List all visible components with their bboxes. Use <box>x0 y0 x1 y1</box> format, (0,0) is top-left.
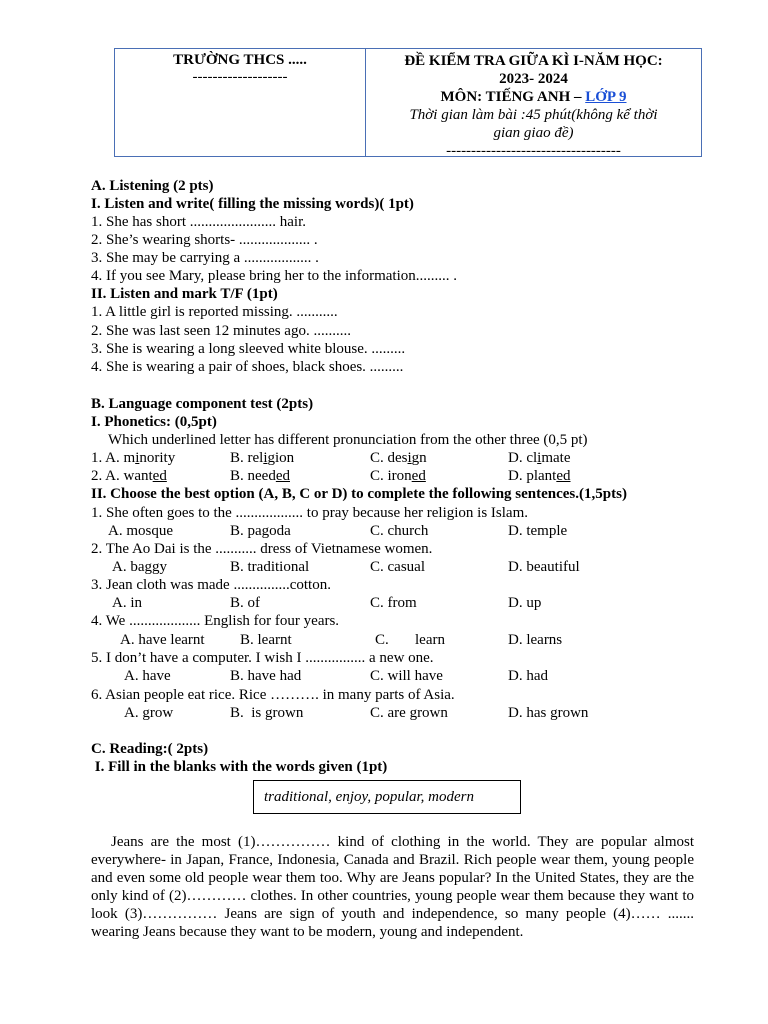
phonetics-option: D. climate <box>508 450 571 466</box>
exam-info-block <box>366 49 701 159</box>
tf-item: 4. She is wearing a pair of shoes, black shoes. ......... <box>91 359 404 375</box>
answer-option: B. traditional <box>230 559 310 575</box>
question-stem: 2. The Ao Dai is the ........... dress of Vietnamese women. <box>91 541 433 557</box>
section-b-title: B. Language component test (2pts) <box>91 396 314 412</box>
answer-option: B. pagoda <box>230 523 291 539</box>
listening-item: 2. She’s wearing shorts- ................... . <box>91 232 318 248</box>
answer-option: B. of <box>230 595 260 611</box>
listening-item: 4. If you see Mary, please bring her to the information......... . <box>91 268 458 284</box>
question-stem: 5. I don’t have a computer. I wish I ................ a new one. <box>91 650 434 666</box>
listening-item: 3. She may be carrying a .................. . <box>91 250 319 266</box>
listening-part2-title: II. Listen and mark T/F (1pt) <box>91 286 278 302</box>
time-line-2: gian giao đề) <box>493 125 574 141</box>
answer-option: A. baggy <box>112 559 167 575</box>
listening-part1-title: I. Listen and write( filling the missing words)( 1pt) <box>91 196 414 212</box>
word-bank-box: traditional, enjoy, popular, modern <box>253 780 521 814</box>
answer-option: A. have <box>124 668 171 684</box>
header-rule: ----------------------------------- <box>446 143 621 159</box>
reading-part1-title: I. Fill in the blanks with the words given (1pt) <box>91 759 388 775</box>
answer-option: C. from <box>370 595 417 611</box>
answer-option: C. learn <box>375 632 445 648</box>
reading-passage: Jeans are the most (1)…………… kind of clothing in the world. They are popular almost everywhere- in Japan, France, Indonesia, Canada and Brazil. Rich people wear them, young people and even some old people wear them too. Why are Jeans popular? In the United States, they are the only kind of (2)………… clothes. In other countries, young people wear them because they want to look (3)…………… Jeans are sign of youth and independence, so many people (4)…… ....... wearing Jeans because they want to be modern, young and independent. <box>91 834 694 940</box>
phonetics-option: B. needed <box>230 468 290 484</box>
answer-option: C. church <box>370 523 429 539</box>
phonetics-option: D. planted <box>508 468 571 484</box>
phonetics-option: 1. A. minority <box>91 450 176 466</box>
answer-option: A. in <box>112 595 142 611</box>
tf-item: 1. A little girl is reported missing. ........... <box>91 304 338 320</box>
question-stem: 4. We ................... English for four years. <box>91 613 340 629</box>
exam-header <box>114 48 702 157</box>
listening-item: 1. She has short ....................... hair. <box>91 214 306 230</box>
question-stem: 1. She often goes to the .................. to pray because her religion is Islam. <box>91 505 528 521</box>
answer-option: C. will have <box>370 668 443 684</box>
time-line-1: Thời gian làm bài :45 phút(không kể thời <box>409 107 658 123</box>
answer-option: A. grow <box>124 705 174 721</box>
question-stem: 3. Jean cloth was made ...............cotton. <box>91 577 331 593</box>
question-stem: 6. Asian people eat rice. Rice ………. in many parts of Asia. <box>91 687 455 703</box>
school-name: TRƯỜNG THCS ..... <box>173 52 307 68</box>
answer-option: D. temple <box>508 523 568 539</box>
answer-option: A. have learnt <box>120 632 205 648</box>
tf-item: 2. She was last seen 12 minutes ago. .......... <box>91 323 351 339</box>
answer-option: A. mosque <box>108 523 173 539</box>
answer-option: B. is grown <box>230 705 304 721</box>
phonetics-option: B. religion <box>230 450 295 466</box>
answer-option: C. are grown <box>370 705 448 721</box>
choose-title: II. Choose the best option (A, B, C or D) to complete the following sentences.(1,5pts) <box>91 486 627 502</box>
section-c-title: C. Reading:( 2pts) <box>91 741 209 757</box>
exam-year: 2023- 2024 <box>499 71 568 87</box>
answer-option: D. up <box>508 595 542 611</box>
phonetics-instruction: Which underlined letter has different pronunciation from the other three (0,5 pt) <box>108 432 588 448</box>
section-a-title: A. Listening (2 pts) <box>91 178 214 194</box>
phonetics-option: 2. A. wanted <box>91 468 167 484</box>
answer-option: D. has grown <box>508 705 589 721</box>
phonetics-option: C. ironed <box>370 468 426 484</box>
phonetics-option: C. design <box>370 450 427 466</box>
tf-item: 3. She is wearing a long sleeved white blouse. ......... <box>91 341 406 357</box>
school-block <box>115 49 366 156</box>
answer-option: D. beautiful <box>508 559 580 575</box>
answer-option: B. learnt <box>240 632 292 648</box>
exam-title: ĐỀ KIỂM TRA GIỮA KÌ I-NĂM HỌC: <box>404 53 663 69</box>
subject-line <box>366 88 701 106</box>
phonetics-title: I. Phonetics: (0,5pt) <box>91 414 217 430</box>
school-rule: ------------------- <box>192 69 288 85</box>
answer-option: D. had <box>508 668 548 684</box>
subject-label: MÔN: TIẾNG ANH – <box>440 89 586 105</box>
answer-option: D. learns <box>508 632 563 648</box>
answer-option: B. have had <box>230 668 302 684</box>
grade-link[interactable]: LỚP 9 <box>585 89 627 105</box>
answer-option: C. casual <box>370 559 425 575</box>
